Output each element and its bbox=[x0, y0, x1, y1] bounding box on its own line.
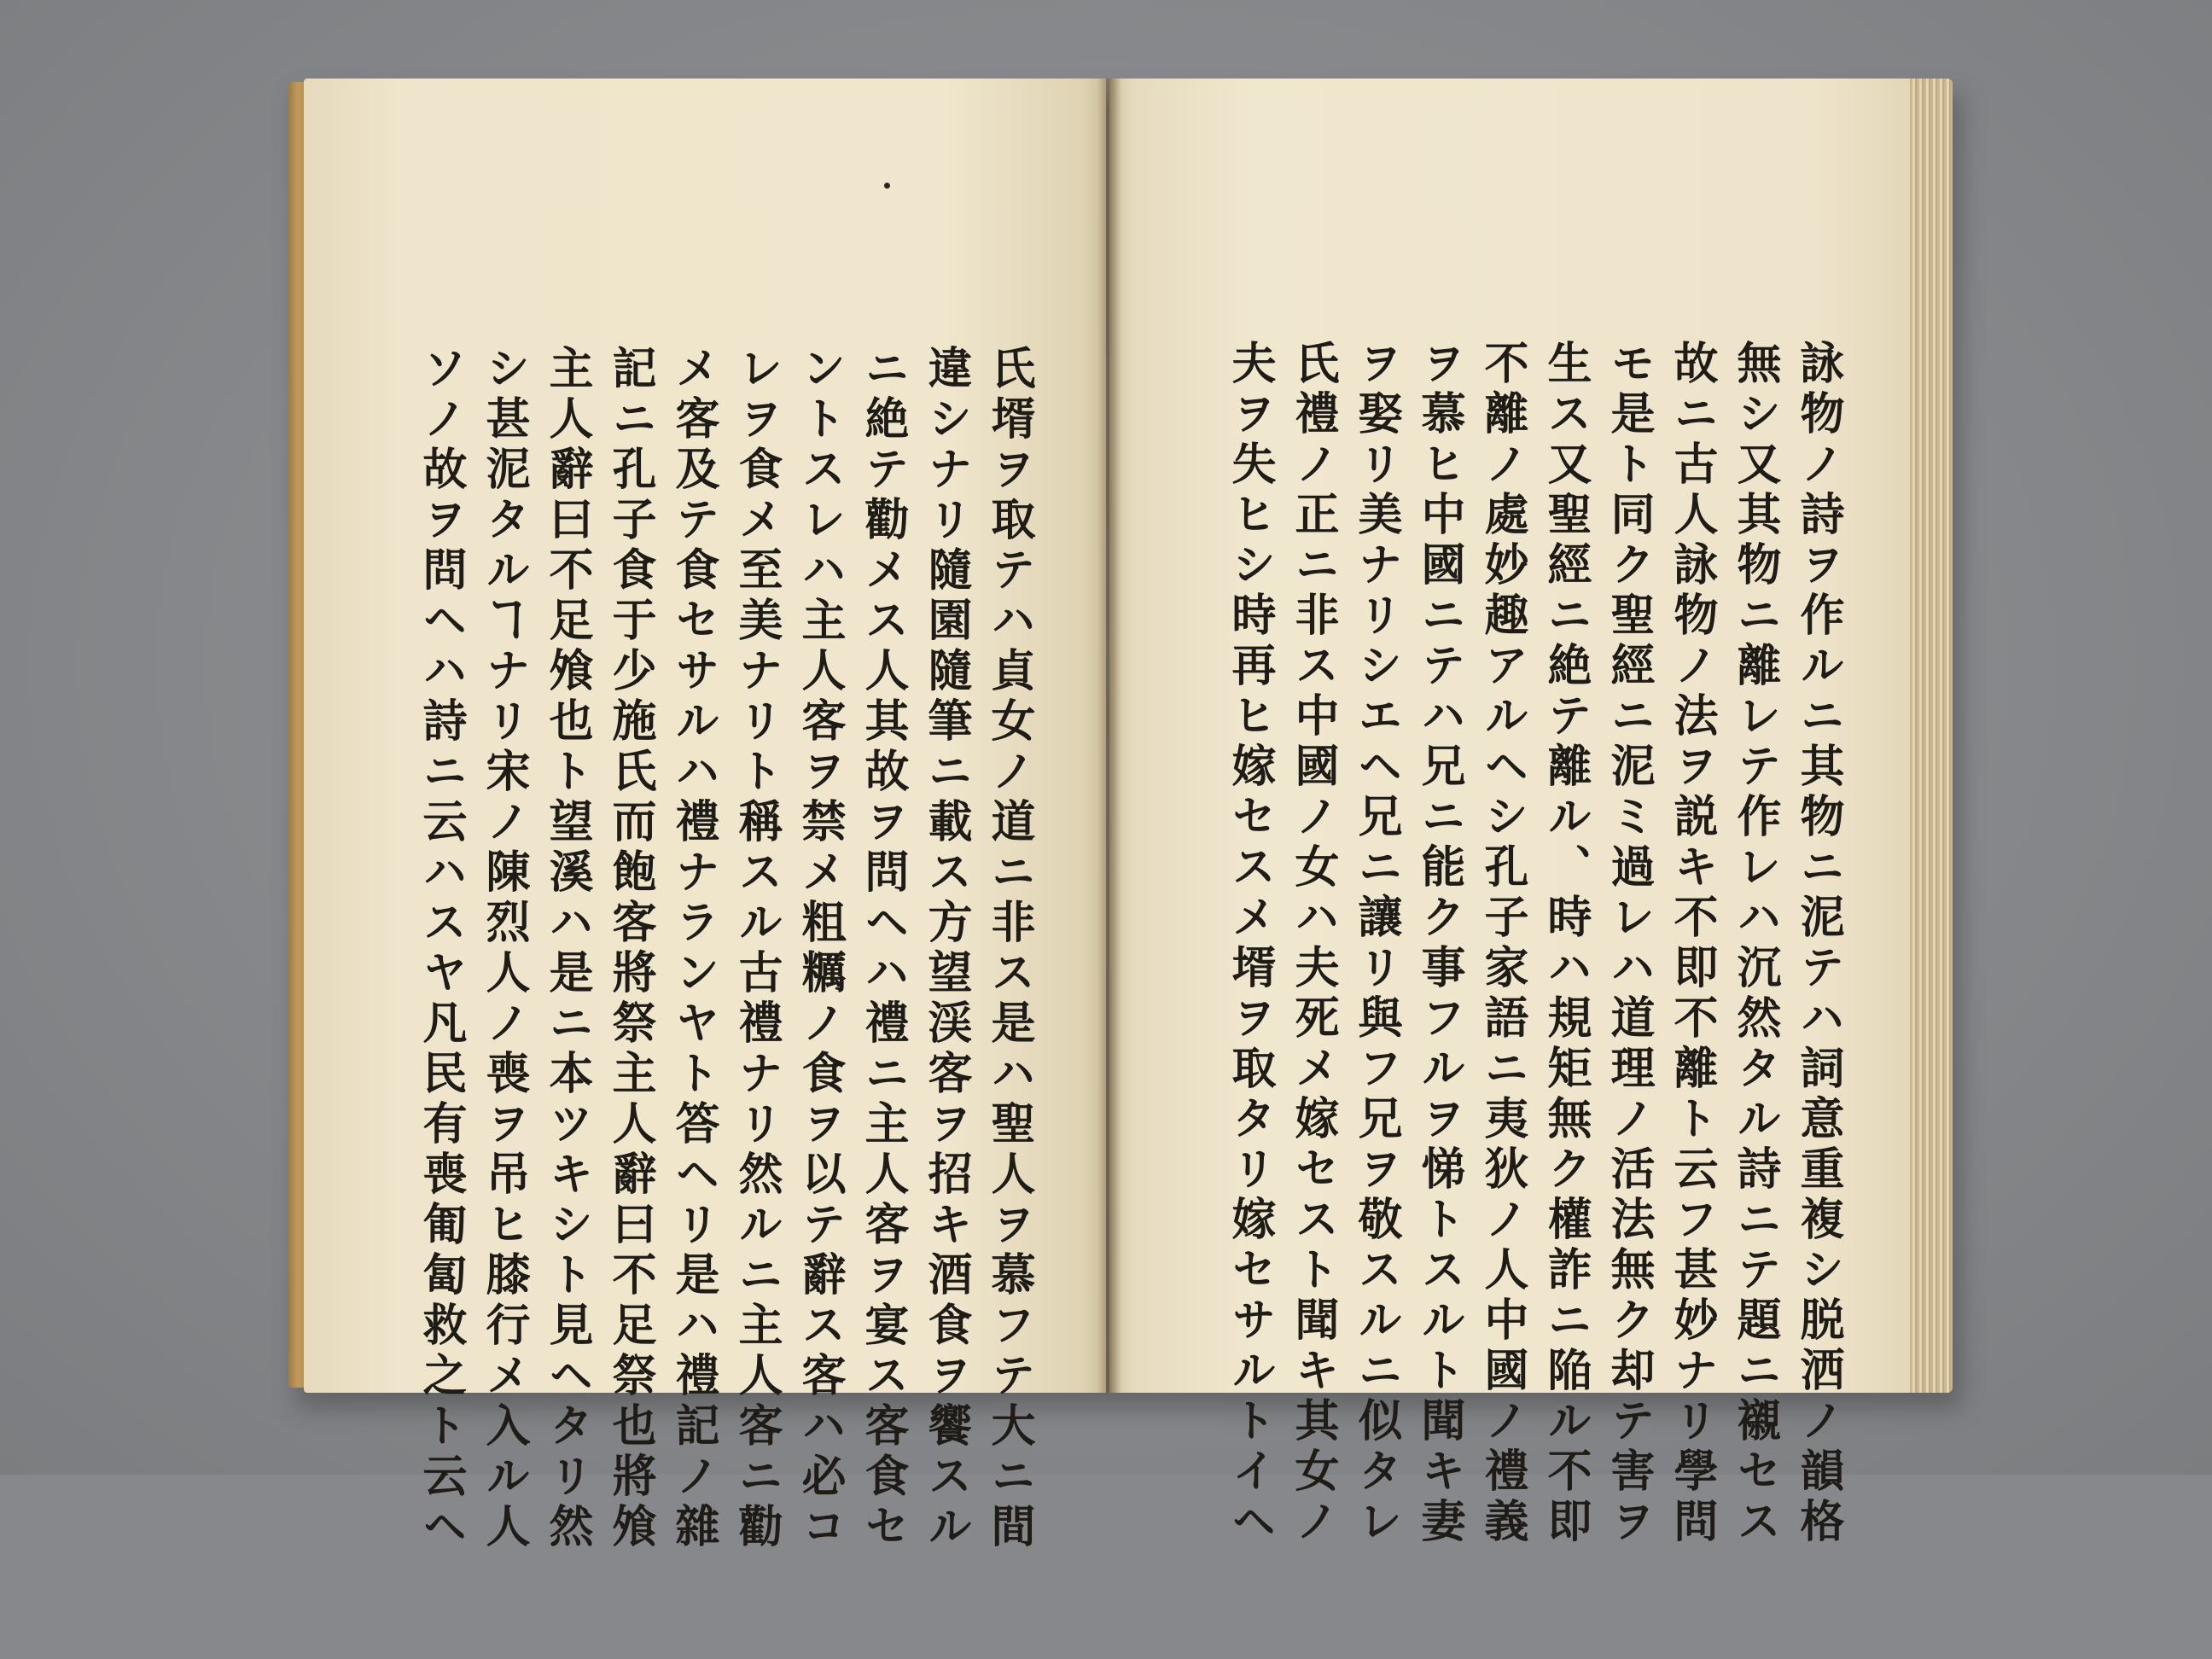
open-book bbox=[288, 79, 1953, 1553]
ink-dot bbox=[884, 183, 890, 189]
text-column: 氏禮ノ正ニ非ス中國ノ女ハ夫死メ嫁セスト聞キ其女ノ bbox=[1287, 340, 1339, 1548]
text-column: 故ニ古人詠物ノ法ヲ説キ不即不離ト云フ甚妙ナリ學問 bbox=[1666, 340, 1718, 1548]
left-page-text bbox=[415, 345, 1035, 1659]
text-column: 不離ノ處妙趣アルヘシ孔子家語ニ夷狄ノ人中國ノ禮義 bbox=[1476, 340, 1528, 1548]
text-column: モ是ト同ク聖經ニ泥ミ過レハ道理ノ活法無ク却テ害ヲ bbox=[1603, 340, 1655, 1548]
text-column: ントスレハ主人客ヲ禁メ粗糲ノ食ヲ以テ辭ス客ハ必コ bbox=[794, 345, 846, 1553]
text-column: 記ニ孔子食于少施氏而飽客將祭主人辭曰不足祭也將飧 bbox=[604, 345, 656, 1553]
left-page bbox=[304, 79, 1106, 1553]
text-column: シ甚泥タルヿナリ宋ノ陳烈人ノ喪ヲ吊ヒ膝行メ入ル人 bbox=[478, 345, 530, 1553]
book-gutter bbox=[1097, 79, 1121, 1393]
text-column: 詠物ノ詩ヲ作ルニ其物ニ泥テハ詞意重複シ脱洒ノ韻格 bbox=[1792, 340, 1844, 1548]
text-column: ヲ慕ヒ中國ニテハ兄ニ能ク事フルヲ悌トスルト聞キ妻 bbox=[1413, 340, 1465, 1548]
text-column: 氏壻ヲ取テハ貞女ノ道ニ非ス是ハ聖人ヲ慕フテ大ニ間 bbox=[983, 345, 1035, 1553]
text-column: レヲ食メ至美ナリト稱スル古禮ナリ然ルニ主人客ニ勸 bbox=[731, 345, 783, 1553]
right-page bbox=[1109, 79, 1910, 1548]
text-column: 夫ヲ失ヒシ時再ヒ嫁セスメ壻ヲ取タリ嫁セサルトイヘ bbox=[1224, 340, 1276, 1548]
text-column: メ客及テ食セサルハ禮ナランヤト答ヘリ是ハ禮記ノ雜 bbox=[667, 345, 719, 1553]
text-column: ニ絶テ勸メス人其故ヲ問ヘハ禮ニ主人客ヲ宴ス客食セ bbox=[857, 345, 909, 1553]
right-page-text bbox=[1224, 340, 1844, 1654]
right-fore-edge bbox=[1903, 79, 1953, 1393]
text-column: 主人辭曰不足飧也ト望溪ハ是ニ本ツキシト見ヘタリ然 bbox=[541, 345, 593, 1553]
text-column: ヲ娶リ美ナリシエヘ兄ニ讓リ與フ兄ヲ敬スルニ似タレ bbox=[1350, 340, 1402, 1548]
text-column: 生ス又聖經ニ絶テ離ル、時ハ規矩無ク權詐ニ陥ル不即 bbox=[1540, 340, 1592, 1548]
text-column: 無シ又其物ニ離レテ作レハ沉然タル詩ニテ題ニ襯セス bbox=[1729, 340, 1781, 1548]
text-column: ソノ故ヲ問ヘハ詩ニ云ハスヤ凡民有喪匍匐救之ト云ヘ bbox=[415, 345, 467, 1553]
text-column: 違シナリ隨園隨筆ニ載ス方望渓客ヲ招キ酒食ヲ饗スル bbox=[920, 345, 972, 1553]
